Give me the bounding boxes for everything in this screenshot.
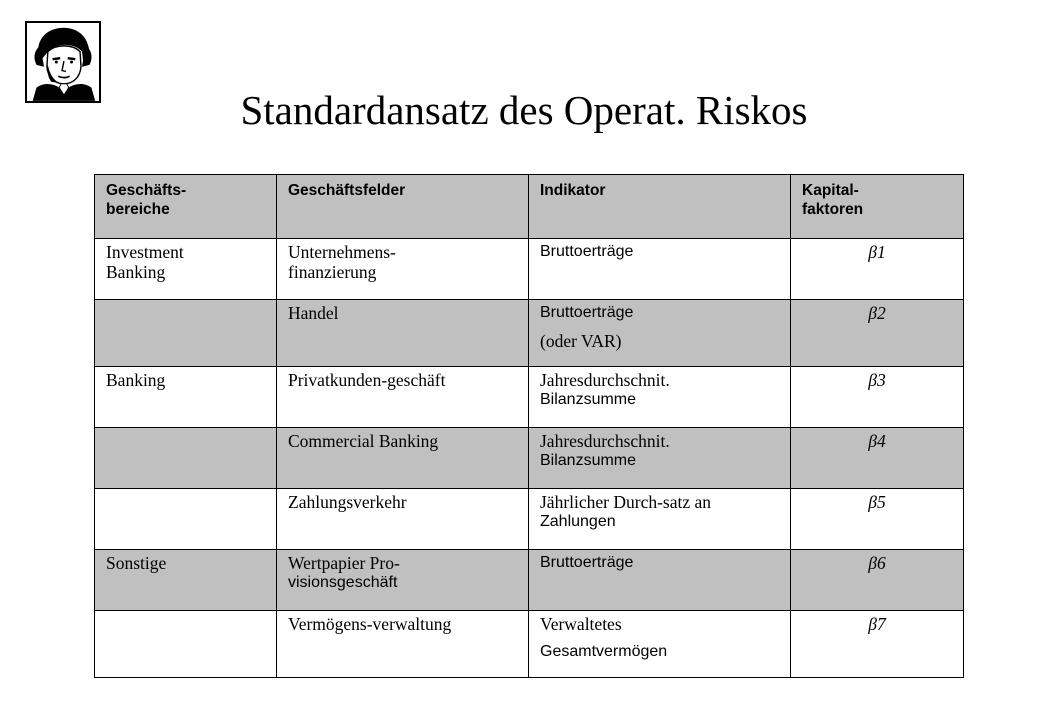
cell-indikator: Jährlicher Durch-satz an Zahlungen <box>529 489 791 550</box>
cell-bereich <box>95 428 277 489</box>
table-row <box>95 239 964 300</box>
cell-feld: Vermögens-verwaltung <box>277 611 529 678</box>
cell-bereich <box>95 300 277 367</box>
cell-bereich: Banking <box>95 367 277 428</box>
table-row <box>95 489 964 550</box>
cell-feld: Wertpapier Pro- visionsgeschäft <box>277 550 529 611</box>
cell-feld: Handel <box>277 300 529 367</box>
cell-faktor: β6 <box>791 550 964 611</box>
header-kapitalfaktoren: Kapital- faktoren <box>791 175 964 239</box>
table-row <box>95 550 964 611</box>
header-indikator: Indikator <box>529 175 791 239</box>
cell-indikator: Jahresdurchschnit. Bilanzsumme <box>529 367 791 428</box>
cell-indikator: Bruttoerträge <box>529 550 791 611</box>
table-header-row <box>95 175 964 239</box>
cell-indikator: Bruttoerträge (oder VAR) <box>529 300 791 367</box>
cell-feld: Zahlungsverkehr <box>277 489 529 550</box>
table-row <box>95 428 964 489</box>
table-row <box>95 611 964 678</box>
cell-bereich: Investment Banking <box>95 239 277 300</box>
cell-faktor: β5 <box>791 489 964 550</box>
header-geschaeftsfelder: Geschäftsfelder <box>277 175 529 239</box>
cell-feld: Commercial Banking <box>277 428 529 489</box>
cell-bereich: Sonstige <box>95 550 277 611</box>
cell-feld: Privatkunden-geschäft <box>277 367 529 428</box>
cell-bereich <box>95 489 277 550</box>
cell-indikator: Jahresdurchschnit. Bilanzsumme <box>529 428 791 489</box>
cell-faktor: β1 <box>791 239 964 300</box>
operational-risk-table <box>94 174 964 678</box>
cell-feld: Unternehmens- finanzierung <box>277 239 529 300</box>
cell-faktor: β7 <box>791 611 964 678</box>
table-row <box>95 300 964 367</box>
cell-bereich <box>95 611 277 678</box>
cell-faktor: β4 <box>791 428 964 489</box>
cell-indikator: Bruttoerträge <box>529 239 791 300</box>
page-title: Standardansatz des Operat. Riskos <box>240 87 808 133</box>
cell-faktor: β2 <box>791 300 964 367</box>
table-row <box>95 367 964 428</box>
cell-faktor: β3 <box>791 367 964 428</box>
cell-indikator: Verwaltetes Gesamtvermögen <box>529 611 791 678</box>
header-geschaeftsbereiche: Geschäfts- bereiche <box>95 175 277 239</box>
